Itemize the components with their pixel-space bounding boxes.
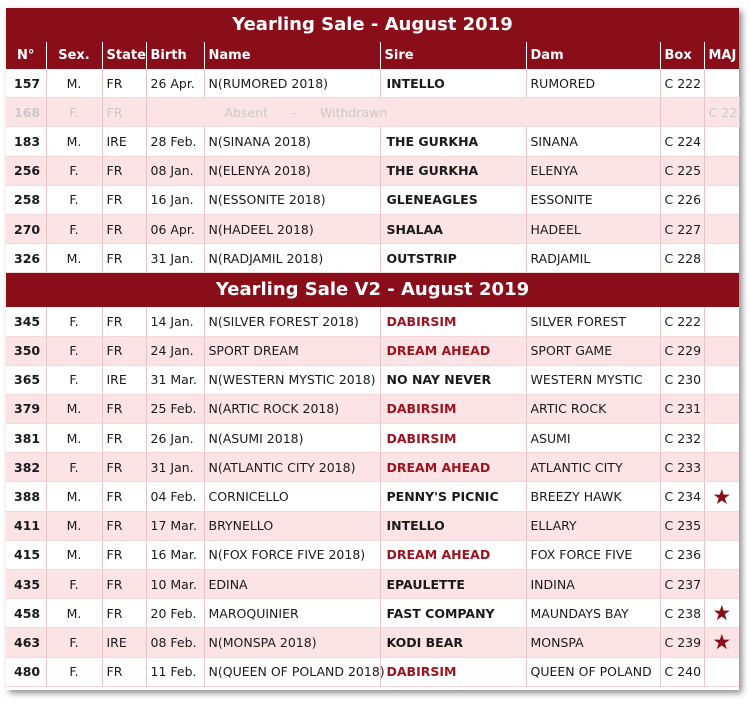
maj-cell [704, 156, 739, 185]
state-cell: FR [102, 394, 146, 423]
horse-name-cell: N(RUMORED 2018) [204, 69, 380, 98]
dam-cell: BREEZY HAWK [526, 482, 660, 511]
birth-cell: 31 Mar. [146, 365, 204, 394]
box-cell: C 240 [660, 657, 704, 686]
state-cell: FR [102, 156, 146, 185]
horse-name-cell: N(ASUMI 2018) [204, 424, 380, 453]
dam-cell: ESSONITE [526, 185, 660, 214]
maj-cell [704, 394, 739, 423]
state-cell: FR [102, 244, 146, 273]
horse-name-cell: N(SILVER FOREST 2018) [204, 307, 380, 336]
dam-cell: ELENYA [526, 156, 660, 185]
maj-cell [704, 511, 739, 540]
col-header-maj: MAJ [704, 42, 739, 70]
lot-number: 463 [6, 628, 46, 657]
withdrawn-label: Withdrawn [320, 104, 388, 120]
sire-cell: DABIRSIM [380, 657, 526, 686]
maj-cell [704, 540, 739, 569]
sire-cell: GLENEAGLES [380, 185, 526, 214]
state-cell: FR [102, 599, 146, 628]
sire-cell: THE GURKHA [380, 156, 526, 185]
col-header-birth: Birth [146, 42, 204, 70]
sex-cell: F. [46, 307, 102, 336]
lot-number: 458 [6, 599, 46, 628]
maj-cell [704, 453, 739, 482]
sex-cell: F. [46, 98, 102, 127]
dam-cell: INDINA [526, 570, 660, 599]
state-cell: FR [102, 482, 146, 511]
state-cell: FR [102, 336, 146, 365]
birth-cell: 10 Mar. [146, 570, 204, 599]
sire-cell: KODI BEAR [380, 628, 526, 657]
box-cell: C 226 [660, 185, 704, 214]
state-cell: FR [102, 69, 146, 98]
table-row[interactable] [6, 69, 739, 98]
sex-cell: F. [46, 336, 102, 365]
box-cell: C 230 [660, 365, 704, 394]
box-cell: C 228 [660, 244, 704, 273]
table-row[interactable] [6, 453, 739, 482]
lot-number: 382 [6, 453, 46, 482]
column-header-row [6, 42, 739, 70]
col-header-state: State [102, 42, 146, 70]
maj-cell [704, 570, 739, 599]
horse-name-cell: N(ARTIC ROCK 2018) [204, 394, 380, 423]
dam-cell [660, 98, 704, 127]
box-cell: C 232 [660, 424, 704, 453]
table-row[interactable] [6, 628, 739, 657]
lot-number: 258 [6, 185, 46, 214]
sex-cell: M. [46, 127, 102, 156]
lot-number: 480 [6, 657, 46, 686]
dam-cell: SILVER FOREST [526, 307, 660, 336]
col-header-box: Box [660, 42, 704, 70]
box-cell: C 223 [704, 98, 739, 127]
maj-cell [704, 657, 739, 686]
horse-name-cell: N(RADJAMIL 2018) [204, 244, 380, 273]
section-title: Yearling Sale V2 - August 2019 [6, 273, 739, 307]
horse-name-cell: N(ATLANTIC CITY 2018) [204, 453, 380, 482]
table-row[interactable] [6, 244, 739, 273]
state-cell: FR [102, 570, 146, 599]
state-cell: FR [102, 657, 146, 686]
table-row[interactable] [6, 185, 739, 214]
separator-dash: - [291, 104, 297, 120]
sex-cell: F. [46, 365, 102, 394]
lot-number: 415 [6, 540, 46, 569]
update-star-icon: ★ [712, 601, 732, 626]
absent-label: Absent [224, 104, 269, 120]
sex-cell: F. [46, 628, 102, 657]
col-header-sex: Sex. [46, 42, 102, 70]
section-title-1 [6, 8, 739, 42]
table-row[interactable] [6, 214, 739, 243]
box-cell: C 231 [660, 394, 704, 423]
state-cell: FR [102, 214, 146, 243]
sex-cell: M. [46, 599, 102, 628]
maj-cell [704, 214, 739, 243]
birth-cell: 31 Jan. [146, 453, 204, 482]
birth-cell: 26 Apr. [146, 69, 204, 98]
sex-cell: M. [46, 540, 102, 569]
box-cell: C 224 [660, 127, 704, 156]
sire-cell: DABIRSIM [380, 424, 526, 453]
table-row[interactable] [6, 599, 739, 628]
sex-cell: M. [46, 244, 102, 273]
table-row[interactable] [6, 336, 739, 365]
lot-number: 350 [6, 336, 46, 365]
sire-cell: OUTSTRIP [380, 244, 526, 273]
horse-name-cell: N(WESTERN MYSTIC 2018) [204, 365, 380, 394]
horse-name-cell: CORNICELLO [204, 482, 380, 511]
birth-cell: 28 Feb. [146, 127, 204, 156]
lot-number: 168 [6, 98, 46, 127]
box-cell: C 235 [660, 511, 704, 540]
update-star-icon: ★ [712, 630, 732, 655]
dam-cell: SPORT GAME [526, 336, 660, 365]
birth-cell: 16 Jan. [146, 185, 204, 214]
dam-cell: ELLARY [526, 511, 660, 540]
dam-cell: ASUMI [526, 424, 660, 453]
sale-table [6, 8, 746, 687]
lot-number: 381 [6, 424, 46, 453]
box-cell: C 233 [660, 453, 704, 482]
lot-number: 256 [6, 156, 46, 185]
sex-cell: M. [46, 511, 102, 540]
sex-cell: F. [46, 185, 102, 214]
horse-name-cell: SPORT DREAM [204, 336, 380, 365]
sex-cell: F. [46, 156, 102, 185]
col-header-name: Name [204, 42, 380, 70]
box-cell: C 237 [660, 570, 704, 599]
state-cell: FR [102, 540, 146, 569]
sale-catalog-frame [6, 8, 746, 690]
birth-cell: 06 Apr. [146, 214, 204, 243]
dam-cell: FOX FORCE FIVE [526, 540, 660, 569]
maj-cell [704, 628, 739, 657]
lot-number: 157 [6, 69, 46, 98]
state-cell: FR [102, 307, 146, 336]
box-cell: C 222 [660, 307, 704, 336]
dam-cell: MONSPA [526, 628, 660, 657]
sire-cell: DABIRSIM [380, 307, 526, 336]
table-row[interactable] [6, 482, 739, 511]
maj-cell [704, 336, 739, 365]
box-cell: C 222 [660, 69, 704, 98]
absent-withdrawn-cell [146, 98, 660, 127]
dam-cell: ATLANTIC CITY [526, 453, 660, 482]
sire-cell: DREAM AHEAD [380, 336, 526, 365]
sire-cell: INTELLO [380, 511, 526, 540]
horse-name-cell: N(ELENYA 2018) [204, 156, 380, 185]
maj-cell [704, 307, 739, 336]
lot-number: 365 [6, 365, 46, 394]
birth-cell: 24 Jan. [146, 336, 204, 365]
horse-name-cell: N(MONSPA 2018) [204, 628, 380, 657]
sire-cell: FAST COMPANY [380, 599, 526, 628]
sire-cell: THE GURKHA [380, 127, 526, 156]
dam-cell: ARTIC ROCK [526, 394, 660, 423]
horse-name-cell: N(QUEEN OF POLAND 2018) [204, 657, 380, 686]
birth-cell: 14 Jan. [146, 307, 204, 336]
sex-cell: F. [46, 570, 102, 599]
sex-cell: M. [46, 69, 102, 98]
lot-number: 270 [6, 214, 46, 243]
dam-cell: QUEEN OF POLAND [526, 657, 660, 686]
dam-cell: RUMORED [526, 69, 660, 98]
table-row[interactable] [6, 98, 739, 127]
sex-cell: M. [46, 394, 102, 423]
lot-number: 326 [6, 244, 46, 273]
table-row[interactable] [6, 424, 739, 453]
maj-cell [704, 185, 739, 214]
dam-cell: WESTERN MYSTIC [526, 365, 660, 394]
birth-cell: 17 Mar. [146, 511, 204, 540]
birth-cell: 25 Feb. [146, 394, 204, 423]
sire-cell: PENNY'S PICNIC [380, 482, 526, 511]
state-cell: FR [102, 424, 146, 453]
col-header-sire: Sire [380, 42, 526, 70]
horse-name-cell: N(ESSONITE 2018) [204, 185, 380, 214]
maj-cell [704, 365, 739, 394]
state-cell: FR [102, 185, 146, 214]
birth-cell: 08 Jan. [146, 156, 204, 185]
section-title: Yearling Sale - August 2019 [6, 8, 739, 42]
sire-cell: SHALAA [380, 214, 526, 243]
box-cell: C 227 [660, 214, 704, 243]
birth-cell: 31 Jan. [146, 244, 204, 273]
maj-cell [704, 244, 739, 273]
dam-cell: MAUNDAYS BAY [526, 599, 660, 628]
sire-cell: DREAM AHEAD [380, 453, 526, 482]
horse-name-cell: N(HADEEL 2018) [204, 214, 380, 243]
sex-cell: F. [46, 214, 102, 243]
dam-cell: SINANA [526, 127, 660, 156]
maj-cell [704, 599, 739, 628]
sire-cell: EPAULETTE [380, 570, 526, 599]
sex-cell: F. [46, 657, 102, 686]
maj-cell [704, 127, 739, 156]
state-cell: FR [102, 453, 146, 482]
birth-cell: 11 Feb. [146, 657, 204, 686]
birth-cell: 26 Jan. [146, 424, 204, 453]
state-cell: FR [102, 98, 146, 127]
box-cell: C 239 [660, 628, 704, 657]
birth-cell: 04 Feb. [146, 482, 204, 511]
sex-cell: M. [46, 424, 102, 453]
table-row[interactable] [6, 307, 739, 336]
box-cell: C 234 [660, 482, 704, 511]
sex-cell: F. [46, 453, 102, 482]
lot-number: 388 [6, 482, 46, 511]
table-row[interactable] [6, 540, 739, 569]
birth-cell: 20 Feb. [146, 599, 204, 628]
table-row[interactable] [6, 570, 739, 599]
table-row[interactable] [6, 127, 739, 156]
lot-number: 435 [6, 570, 46, 599]
box-cell: C 238 [660, 599, 704, 628]
sire-cell: NO NAY NEVER [380, 365, 526, 394]
maj-cell [704, 424, 739, 453]
box-cell: C 225 [660, 156, 704, 185]
maj-cell [704, 482, 739, 511]
box-cell: C 229 [660, 336, 704, 365]
horse-name-cell: N(FOX FORCE FIVE 2018) [204, 540, 380, 569]
sire-cell: DREAM AHEAD [380, 540, 526, 569]
section-title-2 [6, 273, 739, 307]
sire-cell: DABIRSIM [380, 394, 526, 423]
table-row[interactable] [6, 156, 739, 185]
birth-cell: 08 Feb. [146, 628, 204, 657]
horse-name-cell: N(SINANA 2018) [204, 127, 380, 156]
table-row[interactable] [6, 394, 739, 423]
lot-number: 411 [6, 511, 46, 540]
state-cell: IRE [102, 628, 146, 657]
horse-name-cell: EDINA [204, 570, 380, 599]
state-cell: FR [102, 511, 146, 540]
dam-cell: RADJAMIL [526, 244, 660, 273]
dam-cell: HADEEL [526, 214, 660, 243]
sire-cell: INTELLO [380, 69, 526, 98]
table-row[interactable] [6, 657, 739, 686]
maj-cell [704, 69, 739, 98]
lot-number: 379 [6, 394, 46, 423]
table-row[interactable] [6, 365, 739, 394]
lot-number: 345 [6, 307, 46, 336]
state-cell: IRE [102, 365, 146, 394]
box-cell: C 236 [660, 540, 704, 569]
birth-cell: 16 Mar. [146, 540, 204, 569]
col-header-dam: Dam [526, 42, 660, 70]
sex-cell: M. [46, 482, 102, 511]
lot-number: 183 [6, 127, 46, 156]
col-header-number: N° [6, 42, 46, 70]
horse-name-cell: BRYNELLO [204, 511, 380, 540]
state-cell: IRE [102, 127, 146, 156]
horse-name-cell: MAROQUINIER [204, 599, 380, 628]
table-row[interactable] [6, 511, 739, 540]
update-star-icon: ★ [712, 484, 732, 509]
